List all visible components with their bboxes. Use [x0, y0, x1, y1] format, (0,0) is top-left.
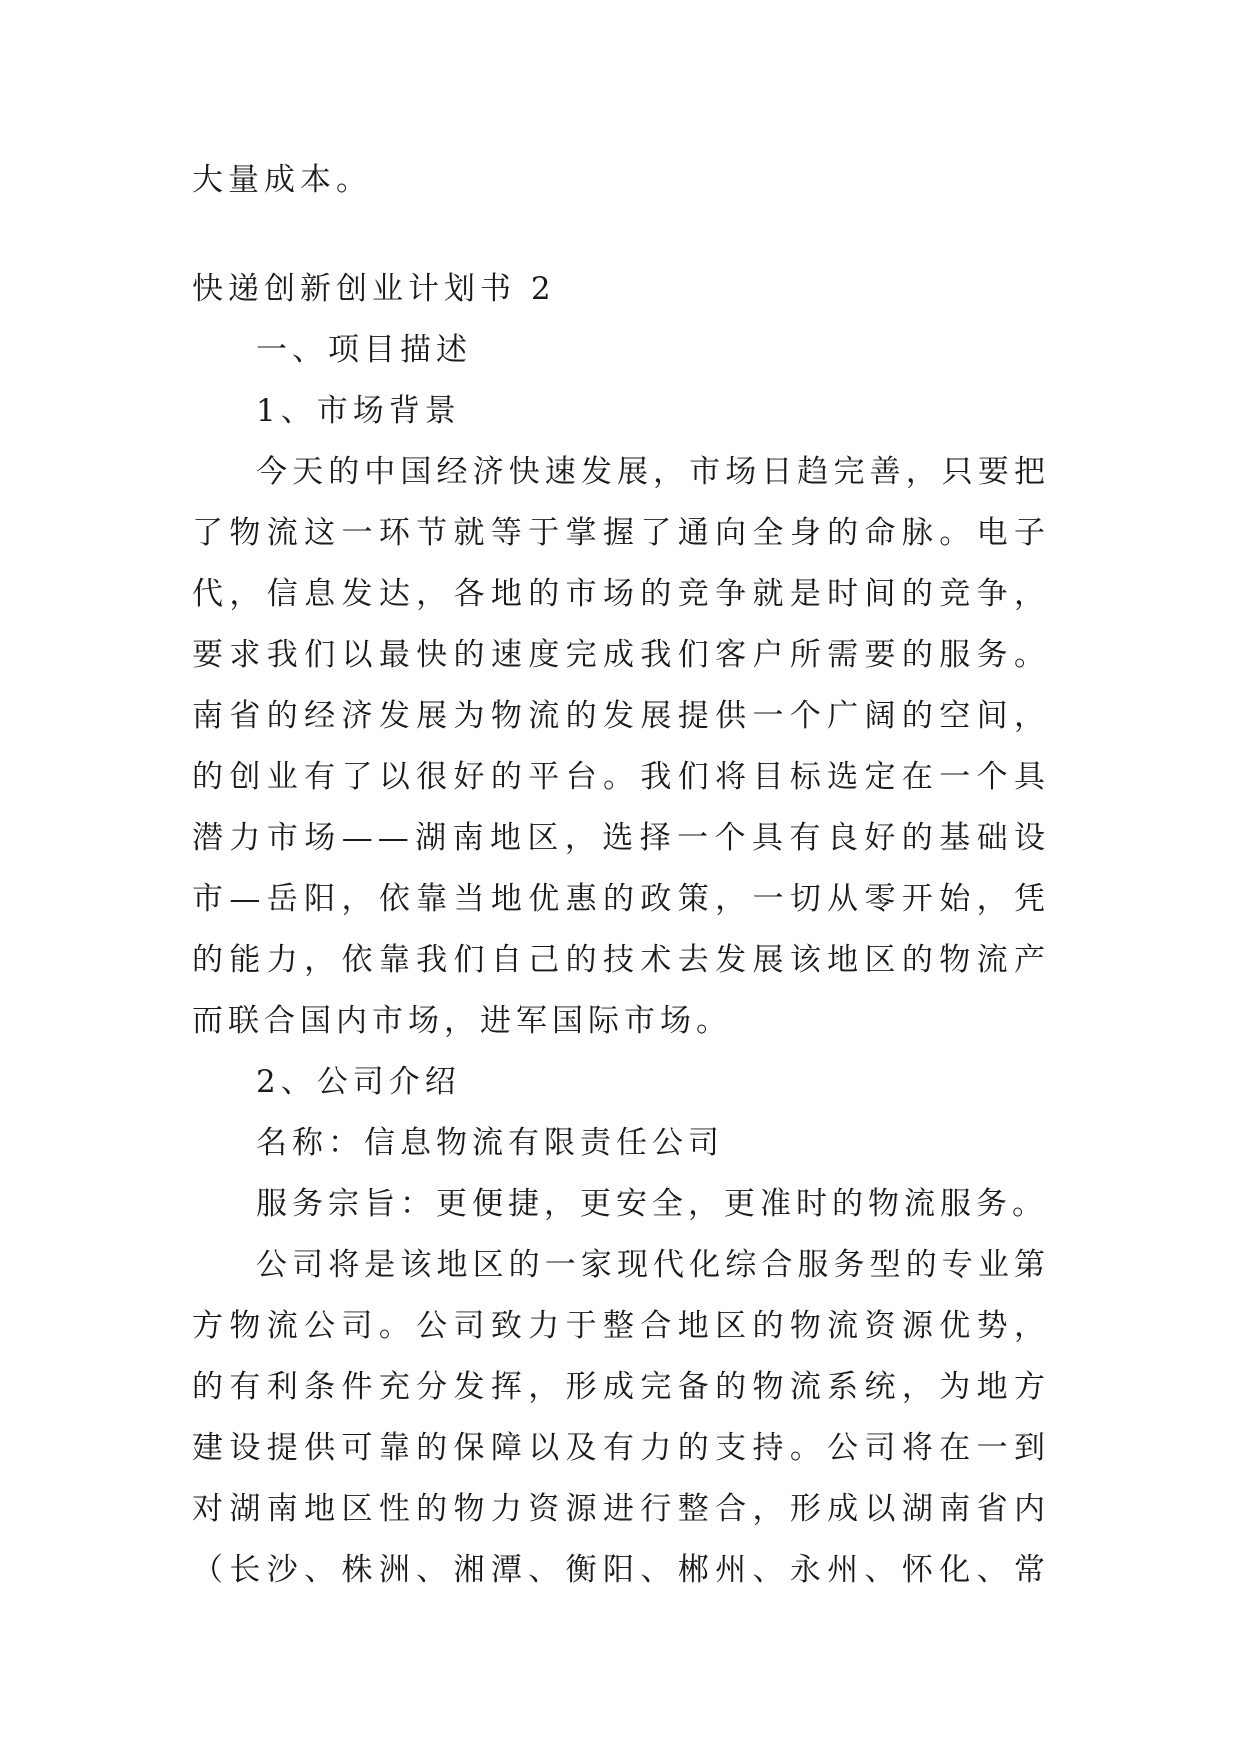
section-title: 快递创新创业计划书 2: [192, 271, 556, 307]
previous-section-tail: 大量成本。: [192, 162, 372, 198]
paragraph-line: 代，信息发达，各地的市场的竞争就是时间的竞争，: [192, 576, 1050, 612]
subheading-company-intro: 2、公司介绍: [256, 1064, 461, 1100]
paragraph-line: 今天的中国经济快速发展，市场日趋完善，只要把: [256, 454, 1050, 490]
document-page: [192, 150, 1050, 1601]
section-spacer: [192, 211, 1050, 259]
paragraph-line: 要求我们以最快的速度完成我们客户所需要的服务。: [192, 637, 1050, 673]
subheading-market-background: 1、市场背景: [256, 393, 461, 429]
paragraph-line: 的创业有了以很好的平台。我们将目标选定在一个具: [192, 759, 1050, 795]
paragraph-line: 潜力市场——湖南地区，选择一个具有良好的基础设: [192, 820, 1050, 856]
paragraph-line: （长沙、株洲、湘潭、衡阳、郴州、永州、怀化、常: [192, 1552, 1050, 1588]
service-purpose-line: 服务宗旨：更便捷，更安全，更准时的物流服务。: [256, 1186, 1048, 1222]
heading-project-description: 一、项目描述: [256, 332, 472, 368]
paragraph-line: 的能力，依靠我们自己的技术去发展该地区的物流产: [192, 942, 1050, 978]
paragraph-line: 的有利条件充分发挥，形成完备的物流系统，为地方: [192, 1369, 1050, 1405]
paragraph-line: 公司将是该地区的一家现代化综合服务型的专业第: [256, 1247, 1050, 1283]
paragraph-line: 而联合国内市场，进军国际市场。: [192, 1003, 732, 1039]
paragraph-line: 对湖南地区性的物力资源进行整合，形成以湖南省内: [192, 1491, 1050, 1527]
paragraph-line: 了物流这一环节就等于掌握了通向全身的命脉。电子: [192, 515, 1050, 551]
paragraph-line: 南省的经济发展为物流的发展提供一个广阔的空间，: [192, 698, 1050, 734]
company-name-line: 名称：信息物流有限责任公司: [256, 1125, 724, 1161]
paragraph-line: 方物流公司。公司致力于整合地区的物流资源优势，: [192, 1308, 1050, 1344]
paragraph-line: 建设提供可靠的保障以及有力的支持。公司将在一到: [192, 1430, 1050, 1466]
paragraph-line: 市—岳阳，依靠当地优惠的政策，一切从零开始，凭: [192, 881, 1050, 917]
